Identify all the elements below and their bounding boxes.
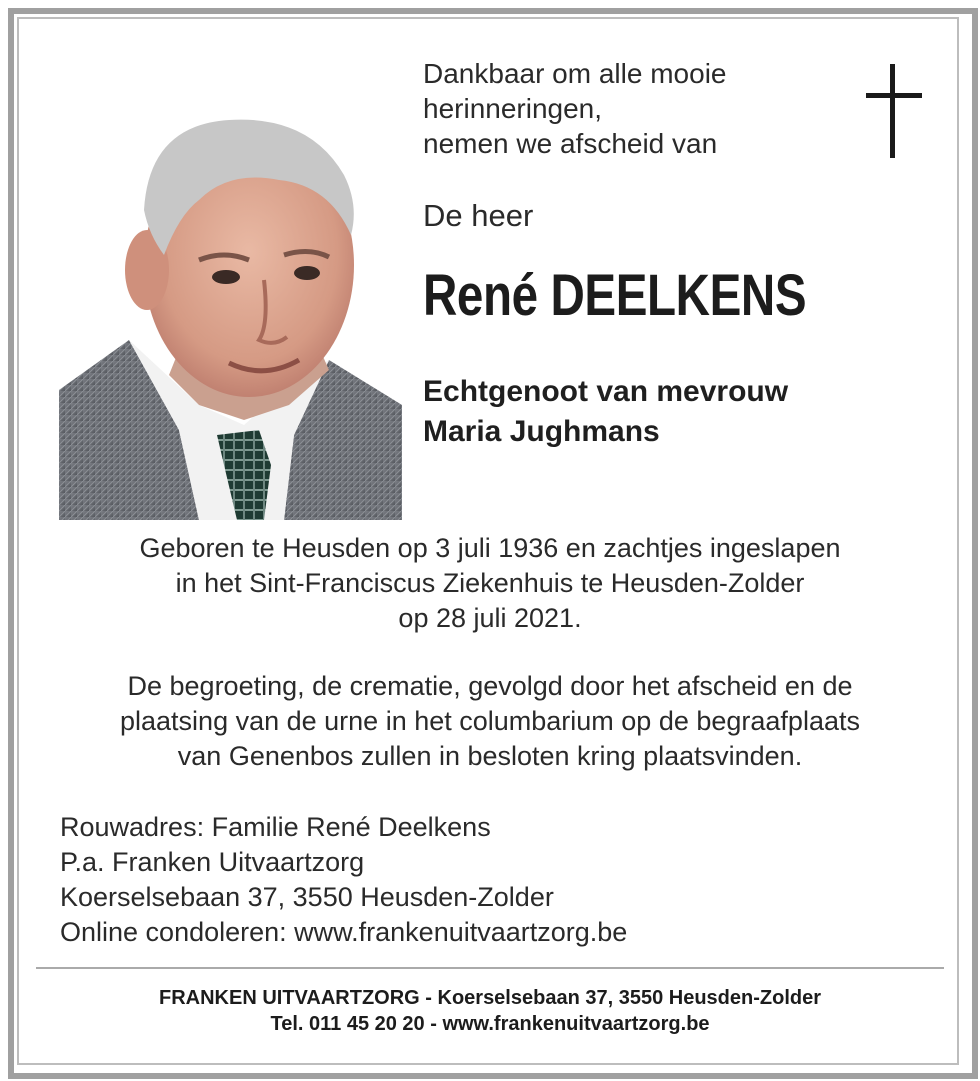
latin-cross-icon <box>866 64 922 158</box>
spouse-line: Maria Jughmans <box>423 415 660 448</box>
intro-line: Dankbaar om alle mooie <box>423 58 727 89</box>
intro-text <box>423 56 843 161</box>
mourning-address <box>60 810 627 950</box>
footer-line: FRANKEN UITVAARTZORG - Koerselsebaan 37, 3550 Heusden-Zolder <box>159 987 821 1009</box>
intro-line: herinneringen, <box>423 93 603 124</box>
ceremony-line: De begroeting, de crematie, gevolgd door het afscheid en de <box>127 671 853 701</box>
honorific-title: De heer <box>423 198 534 233</box>
ceremony-info <box>30 669 950 774</box>
divider <box>36 967 944 969</box>
birth-line: in het Sint-Franciscus Ziekenhuis te Heusden-Zolder <box>175 568 805 598</box>
spouse-line: Echtgenoot van mevrouw <box>423 375 789 408</box>
birth-death-info <box>30 531 950 636</box>
portrait-illustration <box>59 85 402 520</box>
address-line: Koerselsebaan 37, 3550 Heusden-Zolder <box>60 882 554 912</box>
ceremony-line: van Genenbos zullen in besloten kring plaatsvinden. <box>177 741 803 771</box>
address-line: Rouwadres: Familie René Deelkens <box>60 812 491 842</box>
deceased-name: René DEELKENS <box>423 263 807 328</box>
condolence-link[interactable]: Online condoleren: www.frankenuitvaartzorg.be <box>60 917 628 947</box>
footer-contact[interactable]: Tel. 011 45 20 20 - www.frankenuitvaartzorg.be <box>270 1013 710 1035</box>
address-line: P.a. Franken Uitvaartzorg <box>60 847 365 877</box>
ceremony-line: plaatsing van de urne in het columbarium op de begraafplaats <box>120 706 860 736</box>
funeral-home-footer <box>30 985 950 1037</box>
birth-line: op 28 juli 2021. <box>398 603 582 633</box>
spouse-info <box>423 372 788 452</box>
birth-line: Geboren te Heusden op 3 juli 1936 en zachtjes ingeslapen <box>139 533 841 563</box>
intro-line: nemen we afscheid van <box>423 128 718 159</box>
portrait-photo <box>59 85 402 520</box>
